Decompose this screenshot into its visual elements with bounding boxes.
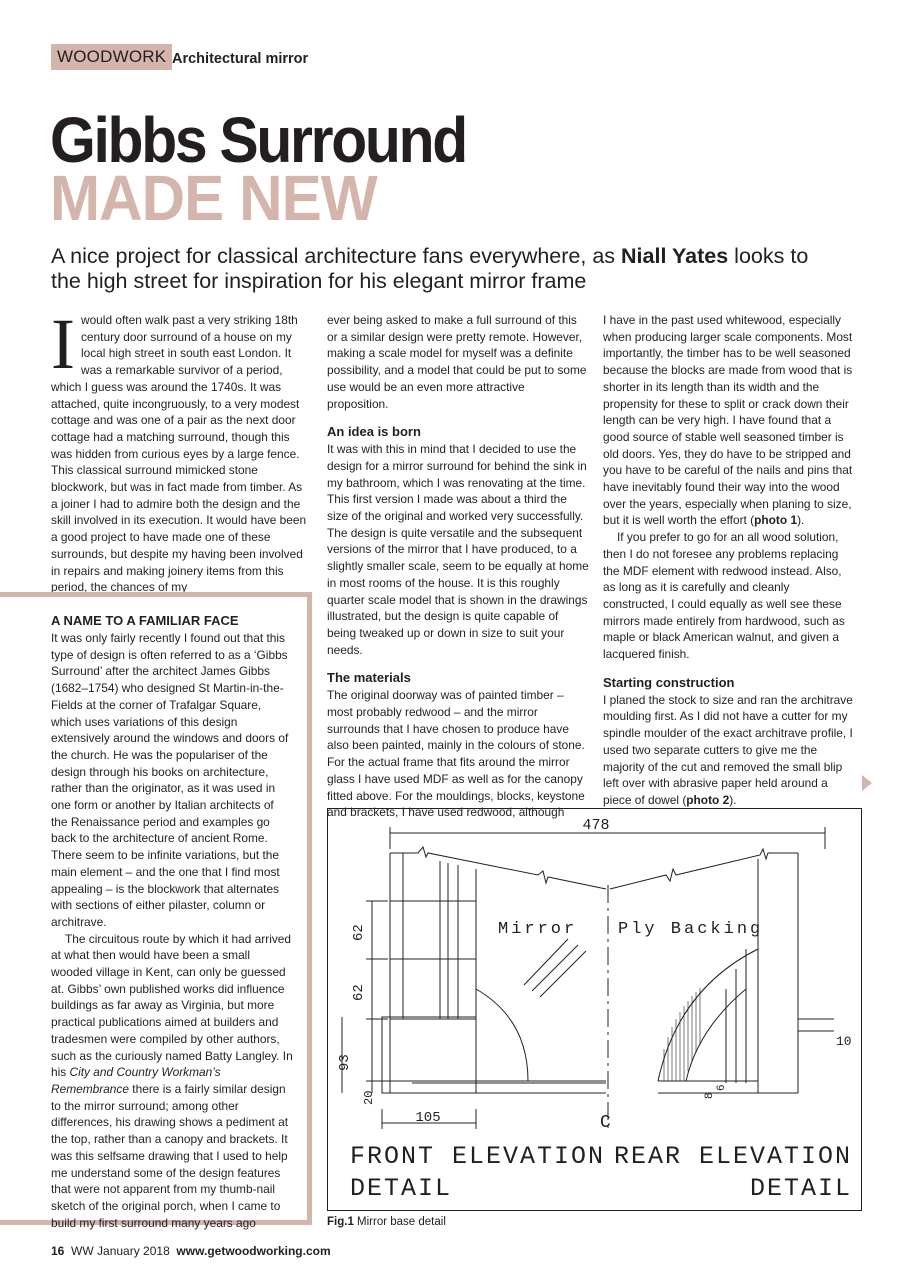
website-link[interactable]: www.getwoodworking.com <box>176 1244 331 1258</box>
column-3 <box>603 312 857 809</box>
subhead-idea: An idea is born <box>327 424 421 440</box>
standfirst <box>51 244 811 294</box>
column-1 <box>51 304 310 596</box>
book-title: City and Country Workman’s Remembrance <box>51 1065 221 1096</box>
article-title-accent: MADE NEW <box>50 162 377 234</box>
figure-drawing <box>327 808 862 1211</box>
drop-cap: I <box>51 304 75 384</box>
sidebar-text-a: The circuitous route by which it had arrived at what then would have been a small wooded village in Kent, can only be guessed at. Gibbs’ own published works did influence buildings as far away as Virginia, but more practical publications aimed at builders and tradesmen were compiled by other authors, such as the curiously named Batty Langley. In his <box>51 931 293 1080</box>
label-front-elevation: FRONT ELEVATION <box>350 1142 606 1171</box>
page-number: 16 <box>51 1244 65 1258</box>
col3-text-d: ). <box>729 792 737 807</box>
break-line-right <box>610 849 798 889</box>
figure-number: Fig.1 <box>327 1216 354 1228</box>
sidebar-box <box>51 612 293 1231</box>
base-block <box>382 1017 476 1093</box>
continue-arrow-icon <box>862 775 872 791</box>
intro-paragraph <box>51 304 310 596</box>
label-mirror: Mirror <box>498 920 578 939</box>
technical-drawing <box>328 809 861 1210</box>
sidebar-text-b: there is a fairly similar design to the mirror surround; among other differences, his drawing shows a pediment at the top, rather than a canopy and brackets. It was this selfsame drawing that I used to help me understand some of the design features that were not apparent from my thumb-nail sketch of the original porch, when I came to build my first surround many years ago <box>51 1081 289 1230</box>
col2-paragraph-1: ever being asked to make a full surround of this or a similar design were pretty remote. However, making a scale model for myself was a definite possibility, and a model that could be put to some use would be an even more attractive proposition. <box>327 313 587 411</box>
dim-8: 8 <box>704 1092 716 1099</box>
break-line-left <box>390 847 606 889</box>
dim-62-lower: 62 <box>351 984 367 1001</box>
bracket-curve-rear <box>658 949 758 1081</box>
col2-paragraph-2: It was with this in mind that I decided to use the design for a mirror surround for behind the sink in my bathroom, which I was renovating at the time. This first version I made was about a third the size of the original and worked very successfully. The design is quite versatile and the subsequent versions of the mirror that I have produced, to a slightly smaller scale, seem to be equally at home in most rooms of the house. It is this roughly quarter scale model that is shown in the drawings illustrated, but the design is quite capable of being tweaked up or down in size to suit your needs. <box>327 442 589 657</box>
article-title: Gibbs Surround <box>50 104 466 176</box>
dim-93: 93 <box>337 1054 353 1071</box>
sidebar-paragraph-1: It was only fairly recently I found out that this type of design is often referred to as a ‘Gibbs Surround’ after the architect James Gibbs (1682–1754) who designed St Martin-in-the-Fields at the corner of Trafalgar Square, which uses variations of this design extensively around the windows and doors of the church. He was the populariser of the design through his books on architecture, rather than the originator, as it was used in one form or another by Italian architects of the Renaissance period and examples go back to the architecture of ancient Rome. There seem to be infinite variations, but the main element – and the one that I find most appealing – is the blockwork that alternates with sections of either pilaster, column or architrave. <box>51 631 289 929</box>
glass-hatch <box>540 951 586 997</box>
photo-ref-2: photo 2 <box>686 792 730 807</box>
issue-label: WW January 2018 <box>71 1244 170 1258</box>
label-rear-detail: DETAIL <box>749 1174 852 1203</box>
dim-105: 105 <box>415 1110 441 1126</box>
label-rear-elevation: REAR ELEVATION <box>613 1142 852 1171</box>
col3-text-a: I have in the past used whitewood, especially when producing larger scale components. Most importantly, the timber has to be well seasoned because the blocks are made from wood that is shorter in its length than its width and the propensity for these to split or crack down their length can be very high. I have found that a good source of stable well seasoned timber is old doors. Yes, they do have to be stripped and you have to be careful of the nails and pins that have inevitably found their way into the wood over the years, especially when planing to size, but it is well worth the effort ( <box>603 313 853 528</box>
col3-paragraph-1 <box>603 312 857 529</box>
centre-mark: C <box>600 1113 611 1133</box>
section-subtitle: Architectural mirror <box>172 51 309 67</box>
sidebar-heading: A NAME TO A FAMILIAR FACE <box>51 613 239 628</box>
col2-paragraph-3: The original doorway was of painted timber – most probably redwood – and the mirror surrounds that I have chosen to produce have also been painted, mainly in the colours of stone. For the actual frame that fits around the mirror glass I have used MDF as well as for the canopy fitted above. For the mouldings, blocks, keystone and brackets, I have used redwood, although <box>327 688 585 820</box>
figure-caption-text: Mirror base detail <box>353 1216 446 1228</box>
dim-62-upper: 62 <box>351 924 367 941</box>
sidebar-paragraph-2 <box>51 931 293 1232</box>
intro-text: would often walk past a very striking 18th century door surround of a house on my local high street in south east London. It was a remarkable survivor of a period, which I guess was around the 1740s. It was attached, quite incongruously, to a very modest cottage and was one of a pair as the next door cottage had a matching surround, though this was hidden from curious eyes by a large fence. This classical surround mimicked stone blockwork, but was in fact made from timber. As a joiner I had to admire both the design and the skill involved in its execution. It would have been a good project to have made one of these surrounds, but despite my having been involved in repairs and making joinery items from this period, the chances of my <box>51 313 307 595</box>
col3-paragraph-3 <box>603 692 857 809</box>
section-tag: WOODWORK <box>51 44 172 70</box>
col3-paragraph-2: If you prefer to go for an all wood solution, then I do not foresee any problems replacing the MDF element with redwood instead. Also, as long as it is carefully and cleanly constructed, I could equally as well see these mirrors made entirely from hardwood, such as maple or black American walnut, and given a lacquered finish. <box>603 530 845 662</box>
subhead-construction: Starting construction <box>603 674 735 690</box>
dim-478: 478 <box>582 817 610 834</box>
dim-6: 6 <box>716 1084 728 1091</box>
col3-text-b: ). <box>797 513 805 528</box>
dim-20: 20 <box>362 1090 376 1105</box>
subhead-materials: The materials <box>327 670 411 686</box>
bracket-curve-rear-inner <box>686 989 746 1081</box>
standfirst-text-1: A nice project for classical architecture fans everywhere, as <box>51 244 622 268</box>
dim-10: 10 <box>836 1034 852 1049</box>
photo-ref-1: photo 1 <box>754 513 798 528</box>
author-name: Niall Yates <box>621 244 729 268</box>
label-front-detail: DETAIL <box>350 1174 453 1203</box>
label-ply-backing: Ply Backing <box>618 920 764 939</box>
standfirst-text-2: looks to the high street for inspiration for his elegant mirror frame <box>51 244 809 293</box>
col3-text-c: I planed the stock to size and ran the architrave moulding first. As I did not have a cutter for my spindle moulder of the exact architrave profile, I used two separate cutters to give me the majority of the cut and removed the small blip left over with abrasive paper held around a piece of dowel ( <box>603 692 853 807</box>
rear-hatch <box>664 988 700 1081</box>
page-footer <box>51 1244 331 1258</box>
column-2 <box>327 312 589 821</box>
figure-caption <box>327 1216 446 1228</box>
bracket-curve <box>476 989 528 1081</box>
